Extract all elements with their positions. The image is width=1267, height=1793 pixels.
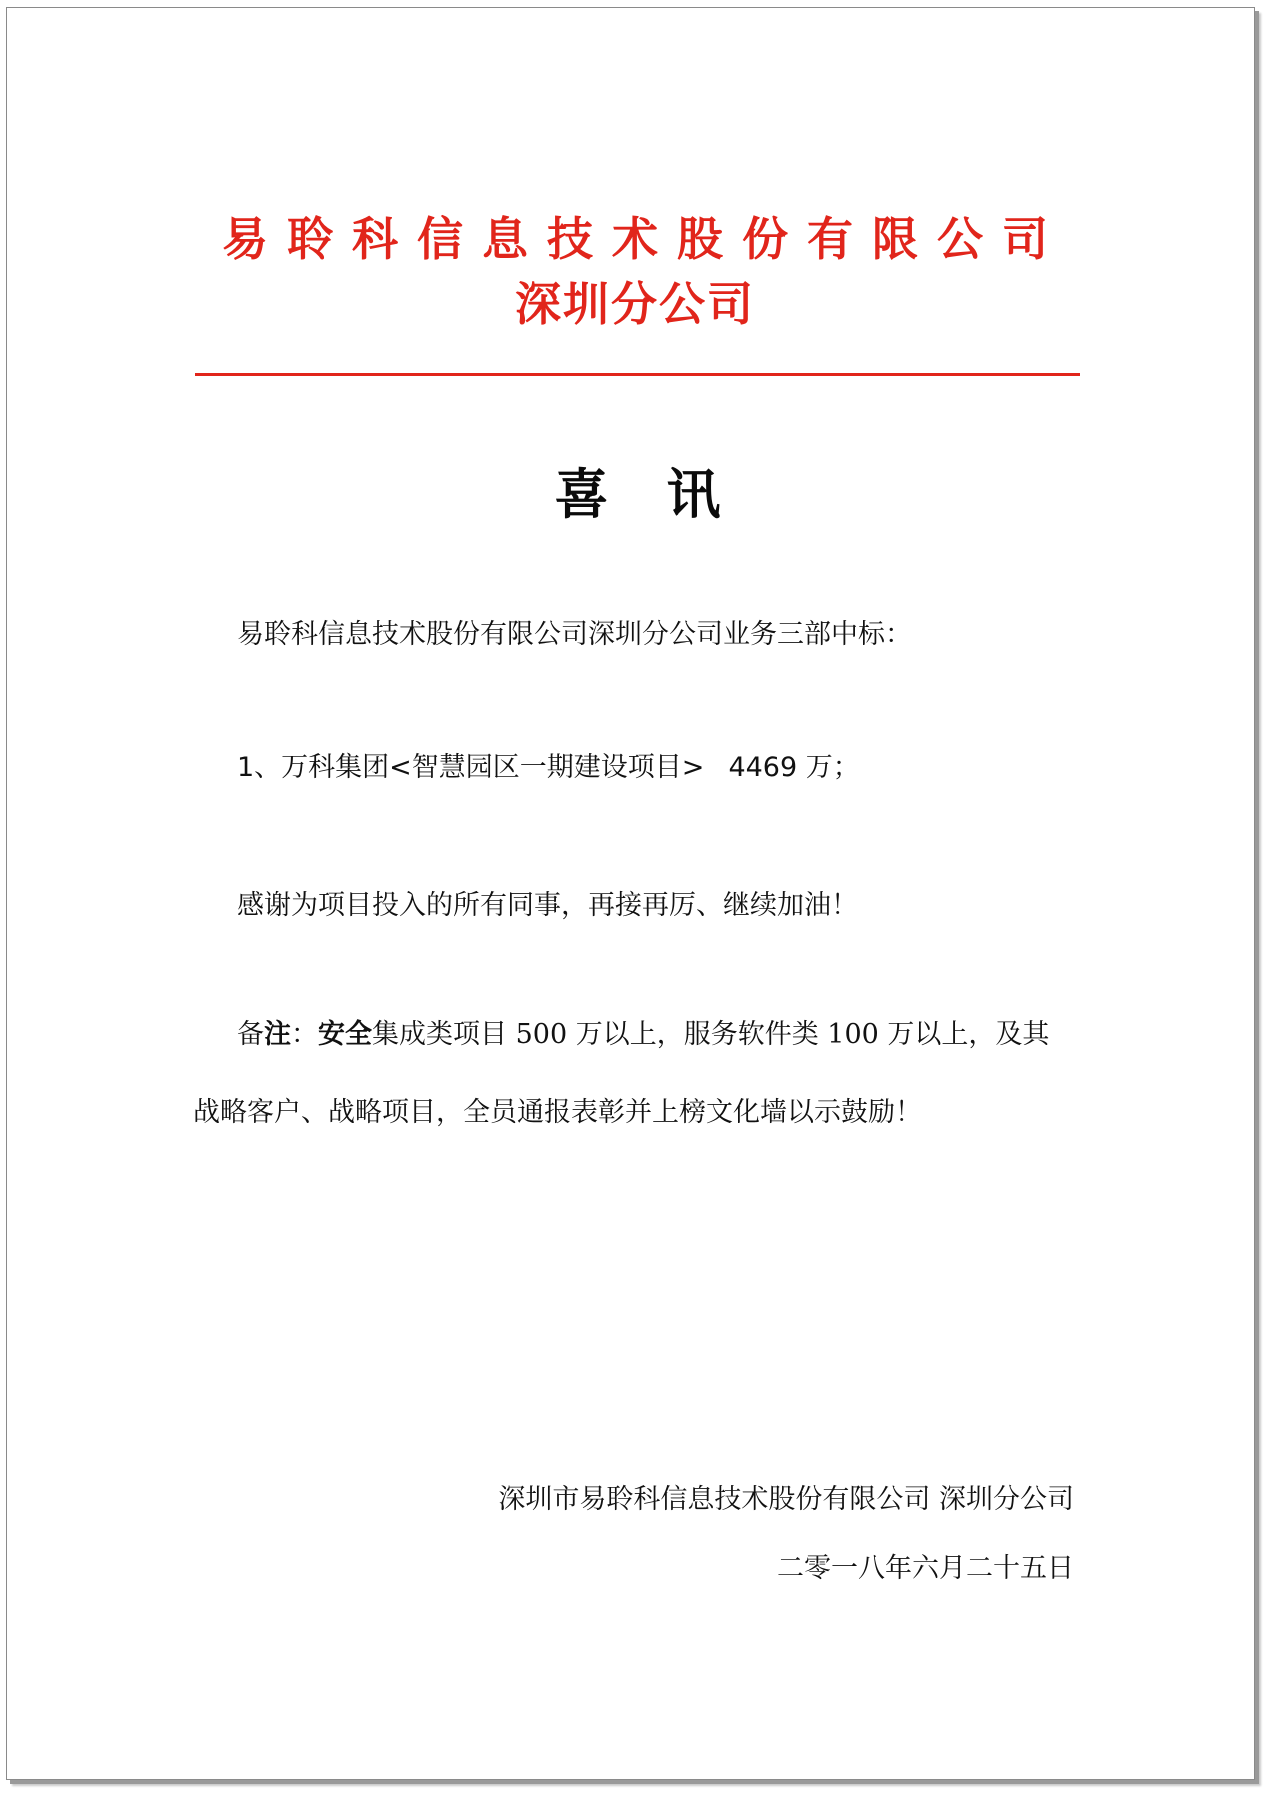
letterhead-branch-name: 深圳分公司 [515, 277, 755, 331]
winning-bid-project: 1、万科集团<智慧园区一期建设项目> [237, 752, 705, 783]
note-paragraph-line-2: 战略客户、战略项目，全员通报表彰并上榜文化墙以示鼓励！ [193, 1097, 922, 1128]
note-line-1-text: 集成类项目 500 万以上，服务软件类 100 万以上，及其 [372, 1019, 1050, 1050]
winning-bid-amount: 4469 万； [728, 752, 860, 783]
signature-organization: 深圳市易聆科信息技术股份有限公司 深圳分公司 [498, 1484, 1074, 1515]
winning-bid-item [237, 745, 860, 784]
note-label-bold: 注 [264, 1019, 291, 1050]
note-label: 备 [237, 1019, 264, 1050]
document-title: 喜讯 [554, 463, 779, 526]
note-colon: ： [291, 1019, 318, 1050]
note-paragraph-line-1 [237, 1012, 1049, 1051]
intro-paragraph: 易聆科信息技术股份有限公司深圳分公司业务三部中标： [237, 619, 912, 650]
note-emphasis: 安全 [318, 1019, 372, 1050]
letterhead-company-name: 易聆科信息技术股份有限公司 [222, 212, 1067, 266]
thanks-paragraph: 感谢为项目投入的所有同事，再接再厉、继续加油！ [237, 890, 858, 921]
letterhead-divider [195, 373, 1080, 376]
signature-date: 二零一八年六月二十五日 [777, 1553, 1074, 1584]
